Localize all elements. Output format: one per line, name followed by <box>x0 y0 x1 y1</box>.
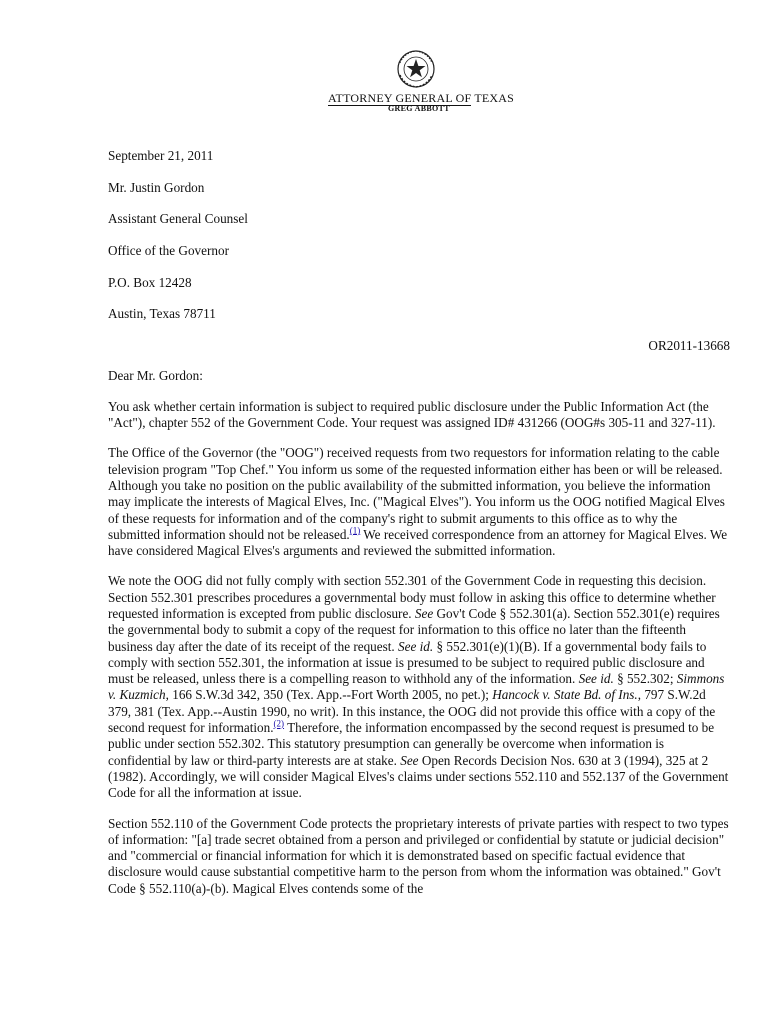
letter-body <box>108 148 730 911</box>
paragraph-2 <box>108 445 730 559</box>
recipient-title: Assistant General Counsel <box>108 211 248 227</box>
paragraph-3-text: We note the OOG did not fully comply with section 552.301 of the Government Code in requesting this decision. Section 552.301 prescribes procedures a governmental body must follow in asking this office to determine whether requested information is excepted from public disclosure. <box>108 573 716 621</box>
letterhead-office-state: TEXAS <box>474 91 515 105</box>
paragraph-3-text: § 552.302; <box>613 671 677 687</box>
paragraph-3-text: , 797 S.W.2d 379, 381 (Tex. App.--Austin 1990, no writ). In this instance, the OOG did not provide this office with a copy of the second request for information. <box>108 687 716 736</box>
letterhead-attorney-general: GREG ABBOTT <box>388 104 450 113</box>
paragraph-3-text: § 552.301(e)(1)(B). If a governmental body fails to comply with section 552.301, the information at issue is presumed to be subject to required public disclosure and must be released, unless there is a compelling reason to withhold any of the information. <box>108 638 707 687</box>
paragraph-2-text-b: We received correspondence from an attorney for Magical Elves. We have considered Magical Elves's arguments and reviewed the submitted information. <box>108 526 728 559</box>
citation-signal: See <box>400 752 419 768</box>
paragraph-1: You ask whether certain information is subject to required public disclosure under the Public Information Act (the "Act"), chapter 552 of the Government Code. Your request was assigned ID# 431266 (OOG#s 305-11 and 327-11). <box>108 398 716 431</box>
recipient-name: Mr. Justin Gordon <box>108 179 205 195</box>
paragraph-4: Section 552.110 of the Government Code protects the proprietary interests of private parties with respect to two types of information: "[a] trade secret obtained from a person and privileged or confidential by statute or judicial decision" and "commercial or financial information for which it is demonstrated based on specific factual evidence that disclosure would cause substantial competitive harm to the person from whom the information was obtained." Gov't Code § 552.110(a)-(b). Magical Elves contends some of the <box>108 815 729 896</box>
citation-signal: See id. <box>398 638 434 654</box>
citation-signal: See <box>414 605 434 621</box>
paragraph-2-text-a: The Office of the Governor (the "OOG") received requests from two requestors for information relating to the cable television program "Top Chef." You inform us some of the requested information either has been or will be released. Although you take no position on the public availability of the submitted information, you believe the information may implicate the interests of Magical Elves, Inc. ("Magical Elves"). You inform us the OOG notified Magical Elves of these requests for information and of the company's right to submit arguments to this office as to why the submitted information should not be released. <box>108 445 725 542</box>
paragraph-3-text: Gov't Code § 552.301(a). Section 552.301(e) requires the governmental body to submit a copy of the request for information to this office no later than the fifteenth business day after the date of its receipt of the request. <box>108 605 720 654</box>
case-name: Hancock v. State Bd. of Ins. <box>492 687 638 703</box>
case-name: Simmons v. Kuzmich <box>108 671 725 703</box>
recipient-city: Austin, Texas 78711 <box>108 306 216 322</box>
footnote-1-link[interactable]: (1) <box>349 525 361 536</box>
citation-signal: See id. <box>578 671 614 687</box>
footnote-2-link[interactable]: (2) <box>273 718 285 729</box>
salutation: Dear Mr. Gordon: <box>108 368 203 384</box>
recipient-po-box: P.O. Box 12428 <box>108 274 192 290</box>
paragraph-3-text: , 166 S.W.3d 342, 350 (Tex. App.--Fort Worth 2005, no pet.); <box>165 687 493 703</box>
letter-date: September 21, 2011 <box>108 148 214 163</box>
paragraph-3 <box>108 573 730 801</box>
letterhead-office-main: ATTORNEY GENERAL OF <box>328 91 472 105</box>
paragraph-3-text: Therefore, the information encompassed by the second request is presumed to be public under section 552.302. This statutory presumption can generally be overcome when information is confidential by law or third-party interests are at stake. <box>108 720 715 768</box>
ruling-number: OR2011-13668 <box>648 338 730 354</box>
recipient-office: Office of the Governor <box>108 243 229 259</box>
texas-seal-icon <box>396 49 436 89</box>
paragraph-3-text: Open Records Decision Nos. 630 at 3 (1994), 325 at 2 (1982). Accordingly, we will consider Magical Elves's claims under sections 552.110 and 552.137 of the Government Code for all the information at issue. <box>108 752 729 801</box>
address-block <box>108 148 730 323</box>
